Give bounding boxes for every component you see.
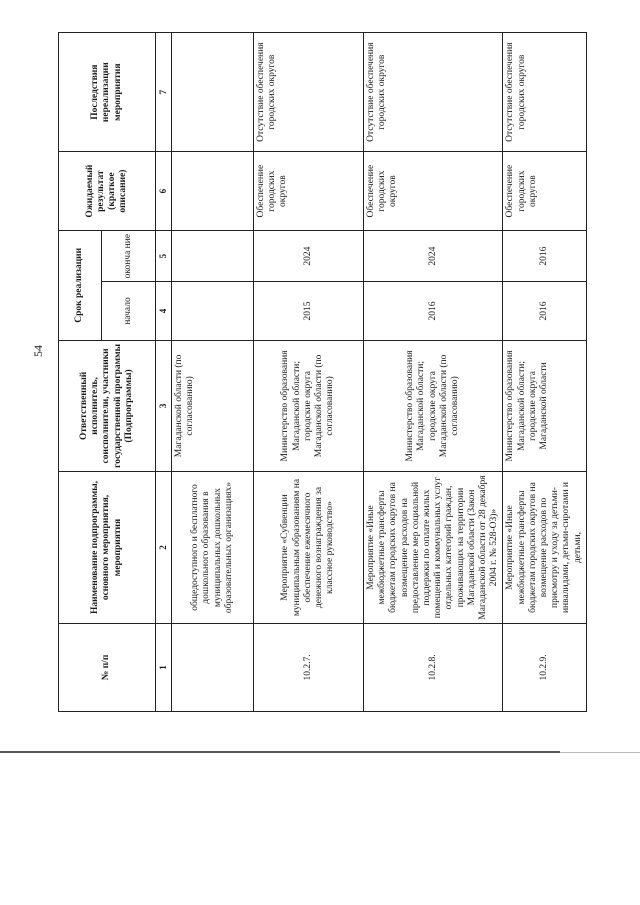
row-start: 2016 <box>364 282 503 340</box>
row-start: 2016 <box>503 282 586 340</box>
row-consequence <box>172 33 254 152</box>
row-executor: Министерство образования Магаданской области; городские округа Магаданской области (по согласованию) <box>254 340 364 471</box>
row-start: 2015 <box>254 282 364 340</box>
row-name: Мероприятие «Иные межбюджетные трансферты бюджетам городских округов на возмещение расходов на предоставление мер социальной поддержки по оплате жилых помещений и коммунальных услуг отдельных категорий граждан, проживающих на территории Магаданской области (Закон Магаданской области от 28 декабря 2004 г. № 528-ОЗ)» <box>364 472 503 624</box>
index-cell: 5 <box>156 230 172 282</box>
header-row-1 <box>59 33 102 712</box>
row-executor: Министерство образования Магаданской области; городские округа Магаданской области <box>503 340 586 471</box>
index-cell: 6 <box>156 152 172 231</box>
row-executor: Министерство образования Магаданской области; городские округа Магаданской области (по согласованию) <box>364 340 503 471</box>
header-num: № п/п <box>59 623 156 711</box>
row-end <box>172 230 254 282</box>
header-result: Ожидаемый результат (краткое описание) <box>59 152 156 231</box>
header-name: Наименование подпрограммы, основного мероприятия, мероприятия <box>59 472 156 624</box>
table-row <box>364 33 503 712</box>
header-end: оконча ние <box>102 230 156 282</box>
row-num: 10.2.7. <box>254 623 364 711</box>
page-number: 54 <box>31 345 45 357</box>
row-result: Обеспечение городских округов <box>503 152 586 231</box>
row-result: Обеспечение городских округов <box>254 152 364 231</box>
program-table <box>58 32 587 712</box>
scan-bottom-line <box>0 751 560 753</box>
table-row <box>254 33 364 712</box>
row-end: 2016 <box>503 230 586 282</box>
rotated-table-wrapper <box>58 32 583 712</box>
row-name: общедоступного и бесплатного дошкольного образования в муниципальных дошкольных образовательных организациях» <box>172 472 254 624</box>
row-name: Мероприятие «Иные межбюджетные трансферты бюджетам городских округов на возмещение расходов по присмотру и уходу за детьми-инвалидами, детьми-сиротами и детьми, <box>503 472 586 624</box>
index-cell: 3 <box>156 340 172 471</box>
row-start <box>172 282 254 340</box>
row-num <box>172 623 254 711</box>
row-name: Мероприятие «Субвенции муниципальным образованиям на обеспечение ежемесячного денежного вознаграждения за классное руководство» <box>254 472 364 624</box>
index-cell: 7 <box>156 33 172 152</box>
row-executor: Магаданской области (по согласованию) <box>172 340 254 471</box>
index-cell: 1 <box>156 623 172 711</box>
index-cell: 4 <box>156 282 172 340</box>
row-end: 2024 <box>254 230 364 282</box>
row-consequence: Отсутствие обеспечения городских округов <box>254 33 364 152</box>
header-start: начало <box>102 282 156 340</box>
row-consequence: Отсутствие обеспечения городских округов <box>503 33 586 152</box>
table-row <box>172 33 254 712</box>
row-num: 10.2.9. <box>503 623 586 711</box>
row-result: Обеспечение городских округов <box>364 152 503 231</box>
scan-bottom-line-faint <box>560 752 640 753</box>
row-num: 10.2.8. <box>364 623 503 711</box>
table-row <box>503 33 586 712</box>
index-row <box>156 33 172 712</box>
header-consequence: Последствия нереализации мероприятия <box>59 33 156 152</box>
row-end: 2024 <box>364 230 503 282</box>
header-executor: Ответственный исполнитель, соисполнители, участники государственной программы (Подпрограммы) <box>59 340 156 471</box>
row-consequence: Отсутствие обеспечения городских округов <box>364 33 503 152</box>
row-result <box>172 152 254 231</box>
index-cell: 2 <box>156 472 172 624</box>
header-term: Срок реализации <box>59 230 102 340</box>
